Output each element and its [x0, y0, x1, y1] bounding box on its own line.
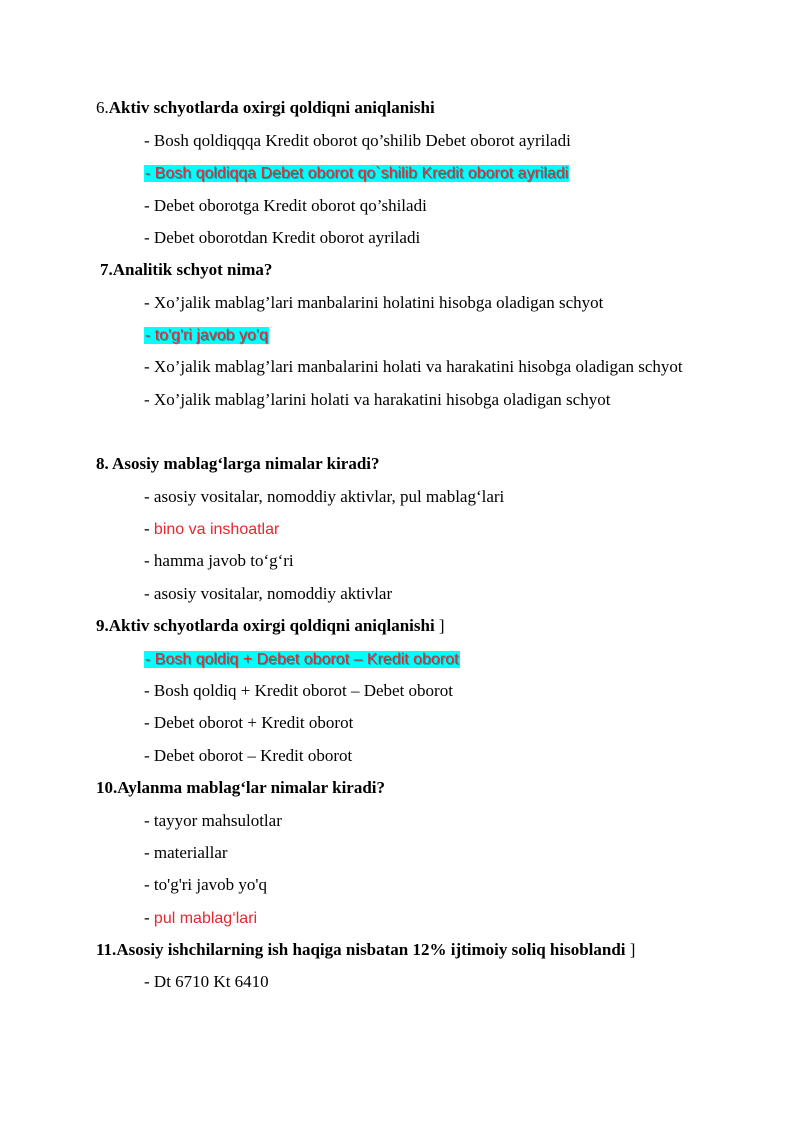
option: - Dt 6710 Kt 6410 [144, 972, 269, 991]
option: - Debet oborot – Kredit oborot [144, 746, 353, 765]
option: - Bosh qoldiqqqa Kredit oborot qo’shilib Debet oborot ayriladi [144, 131, 571, 150]
question-number: 10. [96, 778, 118, 797]
option-dash: - [144, 519, 154, 538]
option: - to'g'ri javob yo'q [144, 875, 267, 894]
option: - asosiy vositalar, nomoddiy aktivlar [144, 584, 393, 603]
option-correct [144, 518, 279, 541]
highlighted-answer: - Bosh qoldiqqa Debet oborot qo`shilib Kredit oborot ayriladi [145, 165, 569, 182]
option: - tayyor mahsulotlar [144, 811, 282, 830]
question-text: Aylanma mablag‘lar nimalar kiradi? [117, 778, 386, 797]
option: - Xo’jalik mablag’lari manbalarini holati va harakatini hisobga oladigan schyot [144, 357, 683, 376]
question-text: Aktiv schyotlarda oxirgi qoldiqni aniqlanishi [108, 98, 435, 117]
option: - asosiy vositalar, nomoddiy aktivlar, pul mablag‘lari [144, 487, 505, 506]
question-text: Aktiv schyotlarda oxirgi qoldiqni aniqlanishi [108, 616, 435, 635]
question-11 [96, 939, 635, 961]
question-number: 7. [100, 260, 113, 279]
red-answer: pul mablag‘lari [153, 910, 258, 927]
question-8 [96, 453, 380, 475]
question-suffix: ] [625, 940, 636, 959]
option: - Xo’jalik mablag’larini holati va harakatini hisobga oladigan schyot [144, 390, 611, 409]
highlighted-answer: - to'g'ri javob yo'q [145, 327, 268, 344]
red-answer: bino va inshoatlar [153, 521, 280, 538]
question-text: Asosiy mablag‘larga nimalar kiradi? [108, 454, 380, 473]
option: - Debet oborotdan Kredit oborot ayriladi [144, 228, 421, 247]
question-9 [96, 615, 445, 637]
highlighted-answer: - Bosh qoldiq + Debet oborot – Kredit oborot [145, 651, 459, 668]
option: - Bosh qoldiq + Kredit oborot – Debet oborot [144, 681, 453, 700]
option-correct [144, 324, 269, 347]
option-correct [144, 162, 569, 185]
option-correct [144, 907, 257, 930]
option: - Debet oborot + Kredit oborot [144, 713, 354, 732]
option: - hamma javob to‘g‘ri [144, 551, 294, 570]
question-number: 6. [96, 98, 109, 117]
question-text: Analitik schyot nima? [112, 260, 273, 279]
option-correct [144, 648, 460, 671]
option: - materiallar [144, 843, 228, 862]
option-dash: - [144, 908, 154, 927]
question-6 [96, 97, 435, 119]
question-number: 9. [96, 616, 109, 635]
question-number: 8. [96, 454, 109, 473]
question-10 [96, 777, 385, 799]
question-suffix: ] [434, 616, 445, 635]
question-7 [100, 259, 272, 281]
question-number: 11. [96, 940, 117, 959]
option: - Debet oborotga Kredit oborot qo’shiladi [144, 196, 427, 215]
question-text: Asosiy ishchilarning ish haqiga nisbatan 12% ijtimoiy soliq hisoblandi [116, 940, 626, 959]
option: - Xo’jalik mablag’lari manbalarini holatini hisobga oladigan schyot [144, 293, 604, 312]
